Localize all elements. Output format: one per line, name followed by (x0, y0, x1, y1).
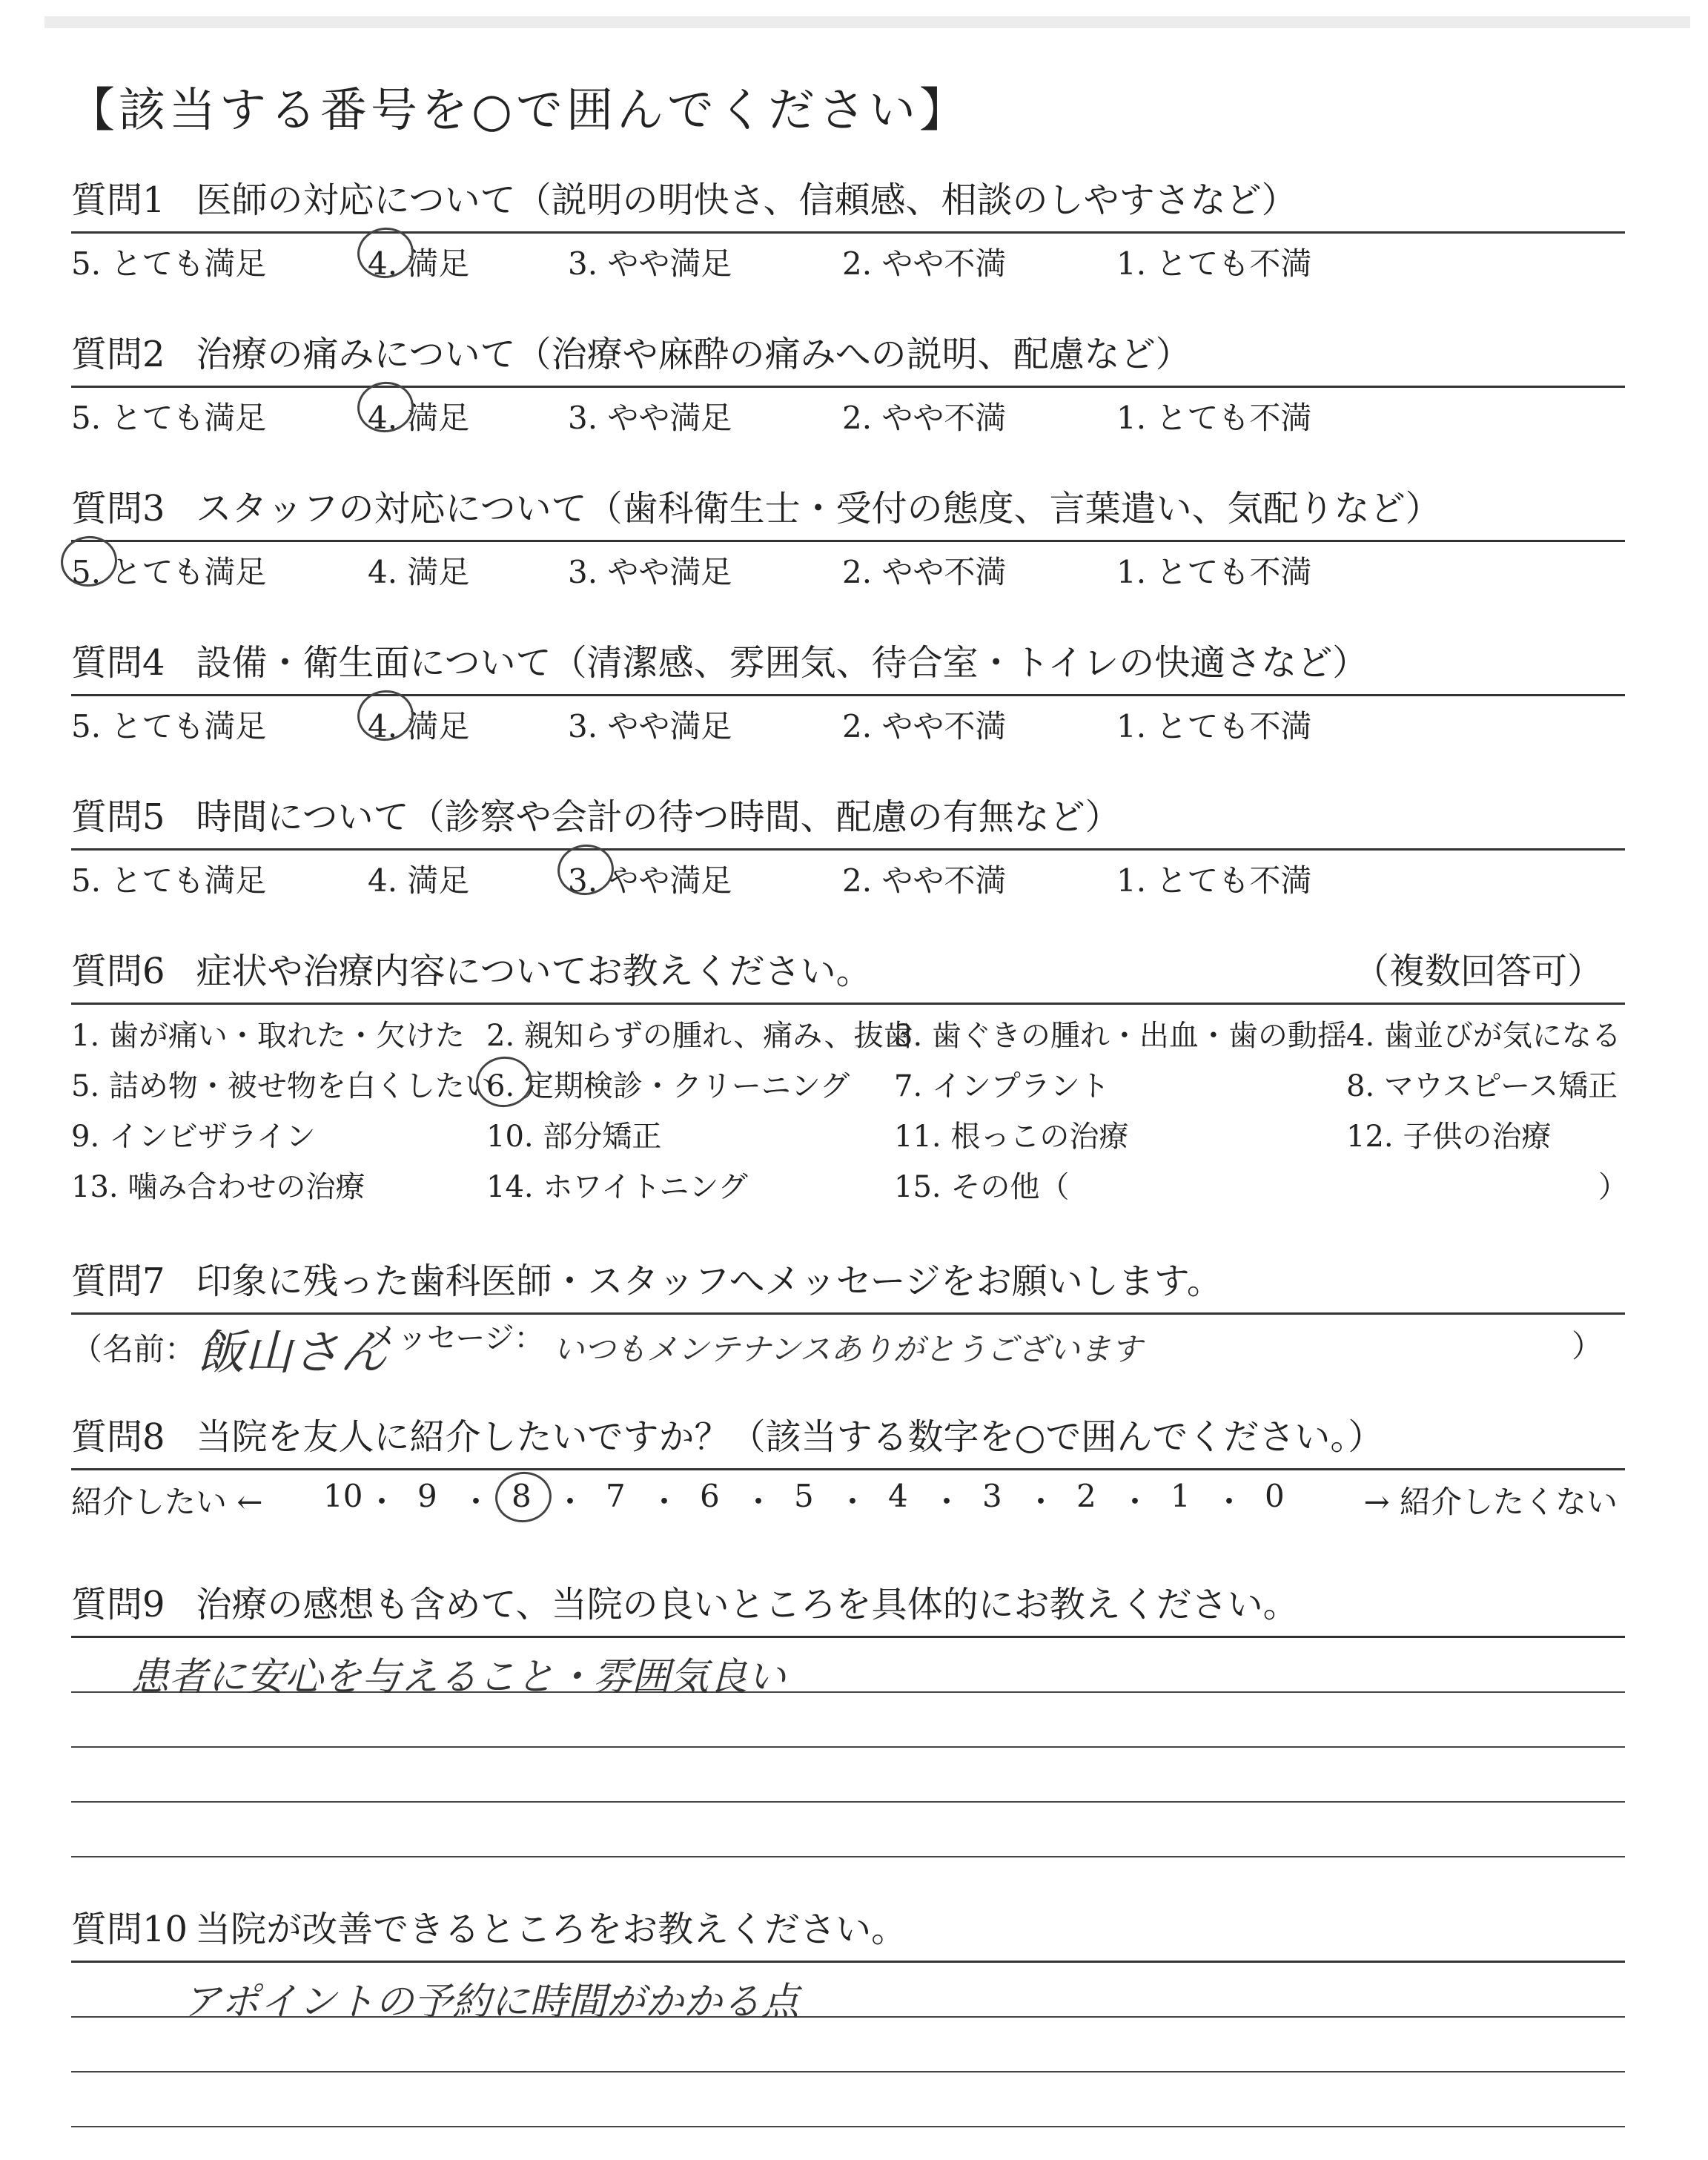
scale-separator: ・ (649, 1484, 681, 1520)
symptom-option[interactable]: 2. 親知らずの腫れ、痛み、抜歯 (486, 1019, 913, 1053)
scale-value[interactable]: 3 (982, 1478, 1002, 1514)
rating-option[interactable]: 1. とても不満 (1116, 862, 1312, 899)
scan-edge (44, 16, 1690, 28)
question-text: 医師の対応について（説明の明快さ、信頼感、相談のしやすさなど） (196, 179, 1297, 221)
question-3 (71, 478, 1625, 589)
rating-option[interactable]: 4. 満足 (368, 554, 470, 590)
scale-right-label: → 紹介したくない (1363, 1484, 1618, 1520)
answer-line[interactable] (71, 2018, 1625, 2073)
rating-options (71, 234, 1625, 281)
name-label: （名前： (71, 1331, 196, 1367)
rating-option[interactable]: 2. やや不満 (842, 400, 1007, 436)
question-number: 質問8 (71, 1416, 165, 1458)
scale-separator: ・ (1214, 1484, 1245, 1520)
scale-separator: ・ (1119, 1484, 1151, 1520)
question-text: スタッフの対応について（歯科衛生士・受付の態度、言葉遣い、気配りなど） (196, 488, 1441, 529)
rating-option[interactable]: 3. やや満足 (568, 862, 732, 899)
question-number: 質問7 (71, 1261, 165, 1302)
answer-line[interactable] (71, 1803, 1625, 1857)
question-title (71, 323, 1625, 388)
question-title (71, 1250, 1625, 1315)
symptom-option[interactable]: 7. インプラント (894, 1069, 1110, 1103)
question-text: 治療の痛みについて（治療や麻酔の痛みへの説明、配慮など） (196, 334, 1191, 375)
question-number: 質問3 (71, 488, 165, 529)
symptom-option[interactable]: 15. その他（ (894, 1170, 1070, 1204)
symptom-option[interactable]: 4. 歯並びが気になる (1346, 1019, 1621, 1053)
rating-option[interactable]: 2. やや不満 (842, 862, 1007, 899)
answer-line[interactable] (71, 1638, 1625, 1700)
scale-value[interactable]: 7 (606, 1478, 626, 1514)
symptom-option[interactable]: 12. 子供の治療 (1346, 1120, 1552, 1154)
question-6 (71, 940, 1628, 1227)
symptom-option[interactable]: 9. インビザライン (71, 1120, 316, 1154)
question-text: 当院を友人に紹介したいですか？（該当する数字を○で囲んでください。） (196, 1416, 1384, 1458)
question-title (71, 169, 1625, 234)
multiple-answer-note: （複数回答可） (1353, 951, 1603, 992)
message-row (71, 1315, 1625, 1381)
rating-option[interactable]: 5. とても満足 (71, 862, 267, 899)
answer-line[interactable] (71, 2073, 1625, 2127)
rating-option[interactable]: 5. とても満足 (71, 400, 267, 436)
question-2 (71, 323, 1625, 435)
rating-option[interactable]: 3. やや満足 (568, 708, 732, 744)
symptom-option[interactable]: 6. 定期検診・クリーニング (486, 1069, 850, 1103)
question-8 (71, 1406, 1625, 1522)
answer-line[interactable] (71, 1693, 1625, 1748)
rating-option[interactable]: 2. やや不満 (842, 554, 1007, 590)
symptom-option[interactable]: 13. 噛み合わせの治療 (71, 1170, 365, 1204)
message-value[interactable]: いつもメンテナンスありがとうございます (553, 1331, 1142, 1367)
scale-separator: ・ (743, 1484, 775, 1520)
message-label: メッセージ： (368, 1321, 544, 1355)
rating-option[interactable]: 1. とても不満 (1116, 554, 1312, 590)
symptom-option[interactable]: 14. ホワイトニング (486, 1170, 748, 1204)
rating-option[interactable]: 4. 満足 (368, 862, 470, 899)
scale-value[interactable]: 0 (1265, 1478, 1285, 1514)
answer-lines[interactable] (71, 1963, 1625, 2127)
question-text: 印象に残った歯科医師・スタッフへメッセージをお願いします。 (196, 1261, 1222, 1302)
rating-option[interactable]: 3. やや満足 (568, 554, 732, 590)
symptom-option[interactable]: 3. 歯ぐきの腫れ・出血・歯の動揺 (894, 1019, 1347, 1053)
rating-option[interactable]: 5. とても満足 (71, 245, 267, 282)
recommend-scale (71, 1470, 1625, 1522)
answer-text: 患者に安心を与えること・雰囲気良い (130, 1655, 787, 1700)
rating-option[interactable]: 5. とても満足 (71, 554, 267, 590)
question-number: 質問2 (71, 334, 165, 375)
rating-options (71, 542, 1625, 589)
question-title (71, 786, 1625, 851)
symptom-option[interactable]: 11. 根っこの治療 (894, 1120, 1129, 1154)
rating-option[interactable]: 2. やや不満 (842, 245, 1007, 282)
scale-value[interactable]: 4 (888, 1478, 908, 1514)
symptom-option[interactable]: 8. マウスピース矯正 (1346, 1069, 1618, 1103)
question-text: 当院が改善できるところをお教えください。 (195, 1909, 907, 1950)
answer-lines[interactable] (71, 1638, 1625, 1857)
rating-option[interactable]: 2. やや不満 (842, 708, 1007, 744)
scale-value[interactable]: 1 (1171, 1478, 1191, 1514)
rating-option[interactable]: 1. とても不満 (1116, 400, 1312, 436)
symptom-options (71, 1005, 1628, 1227)
question-text: 症状や治療内容についてお教えください。 (196, 951, 872, 992)
question-text: 設備・衛生面について（清潔感、雰囲気、待合室・トイレの快適さなど） (196, 642, 1368, 684)
question-number: 質問6 (71, 951, 165, 992)
close-paren: ） (1571, 1328, 1603, 1364)
name-value[interactable]: 飯山さん (197, 1326, 387, 1381)
scale-value[interactable]: 8 (512, 1478, 532, 1514)
scale-value[interactable]: 9 (417, 1478, 437, 1514)
scale-left-label: 紹介したい ← (71, 1484, 263, 1520)
rating-option[interactable]: 1. とても不満 (1116, 708, 1312, 744)
rating-options (71, 851, 1625, 898)
question-number: 質問4 (71, 642, 165, 684)
question-title (71, 1573, 1625, 1638)
question-1 (71, 169, 1625, 281)
scale-value[interactable]: 2 (1076, 1478, 1096, 1514)
answer-text: アポイントの予約に時間がかかる点 (182, 1980, 800, 2024)
symptom-option[interactable]: 5. 詰め物・被せ物を白くしたい (71, 1069, 494, 1103)
scale-value[interactable]: 6 (700, 1478, 720, 1514)
scale-separator: ・ (1025, 1484, 1057, 1520)
other-close-paren: ） (1598, 1170, 1628, 1204)
scale-value[interactable]: 10 (323, 1478, 363, 1514)
scale-separator: ・ (837, 1484, 869, 1520)
question-text: 治療の感想も含めて、当院の良いところを具体的にお教えください。 (196, 1584, 1299, 1625)
question-title (71, 478, 1625, 542)
symptom-option[interactable]: 1. 歯が痛い・取れた・欠けた (71, 1019, 465, 1053)
rating-option[interactable]: 1. とても不満 (1116, 245, 1312, 282)
rating-option[interactable]: 4. 満足 (368, 708, 470, 744)
question-7 (71, 1250, 1625, 1381)
scale-separator: ・ (366, 1484, 398, 1520)
page-title: 【該当する番号を○で囲んでください】 (68, 83, 970, 137)
scale-separator: ・ (460, 1484, 492, 1520)
question-title (71, 1898, 1625, 1963)
answer-line[interactable] (71, 1963, 1625, 2024)
scale-value[interactable]: 5 (794, 1478, 814, 1514)
selected-circle-mark (492, 1468, 555, 1526)
question-number: 質問10 (71, 1909, 188, 1950)
scale-separator: ・ (555, 1484, 586, 1520)
rating-option[interactable]: 3. やや満足 (568, 400, 732, 436)
answer-line[interactable] (71, 1748, 1625, 1803)
scale-separator: ・ (931, 1484, 963, 1520)
question-title (71, 940, 1625, 1005)
question-number: 質問9 (71, 1584, 165, 1625)
question-title (71, 632, 1625, 696)
rating-options (71, 388, 1625, 435)
rating-option[interactable]: 3. やや満足 (568, 245, 732, 282)
question-9 (71, 1573, 1625, 1857)
rating-option[interactable]: 5. とても満足 (71, 708, 267, 744)
rating-option[interactable]: 4. 満足 (368, 245, 470, 282)
rating-options (71, 696, 1625, 744)
question-title (71, 1406, 1625, 1470)
question-4 (71, 632, 1625, 744)
question-number: 質問5 (71, 796, 165, 838)
rating-option[interactable]: 4. 満足 (368, 400, 470, 436)
question-text: 時間について（診察や会計の待つ時間、配慮の有無など） (196, 796, 1121, 838)
question-number: 質問1 (71, 179, 165, 221)
symptom-option[interactable]: 10. 部分矯正 (486, 1120, 662, 1154)
question-10 (71, 1898, 1625, 2127)
question-5 (71, 786, 1625, 898)
